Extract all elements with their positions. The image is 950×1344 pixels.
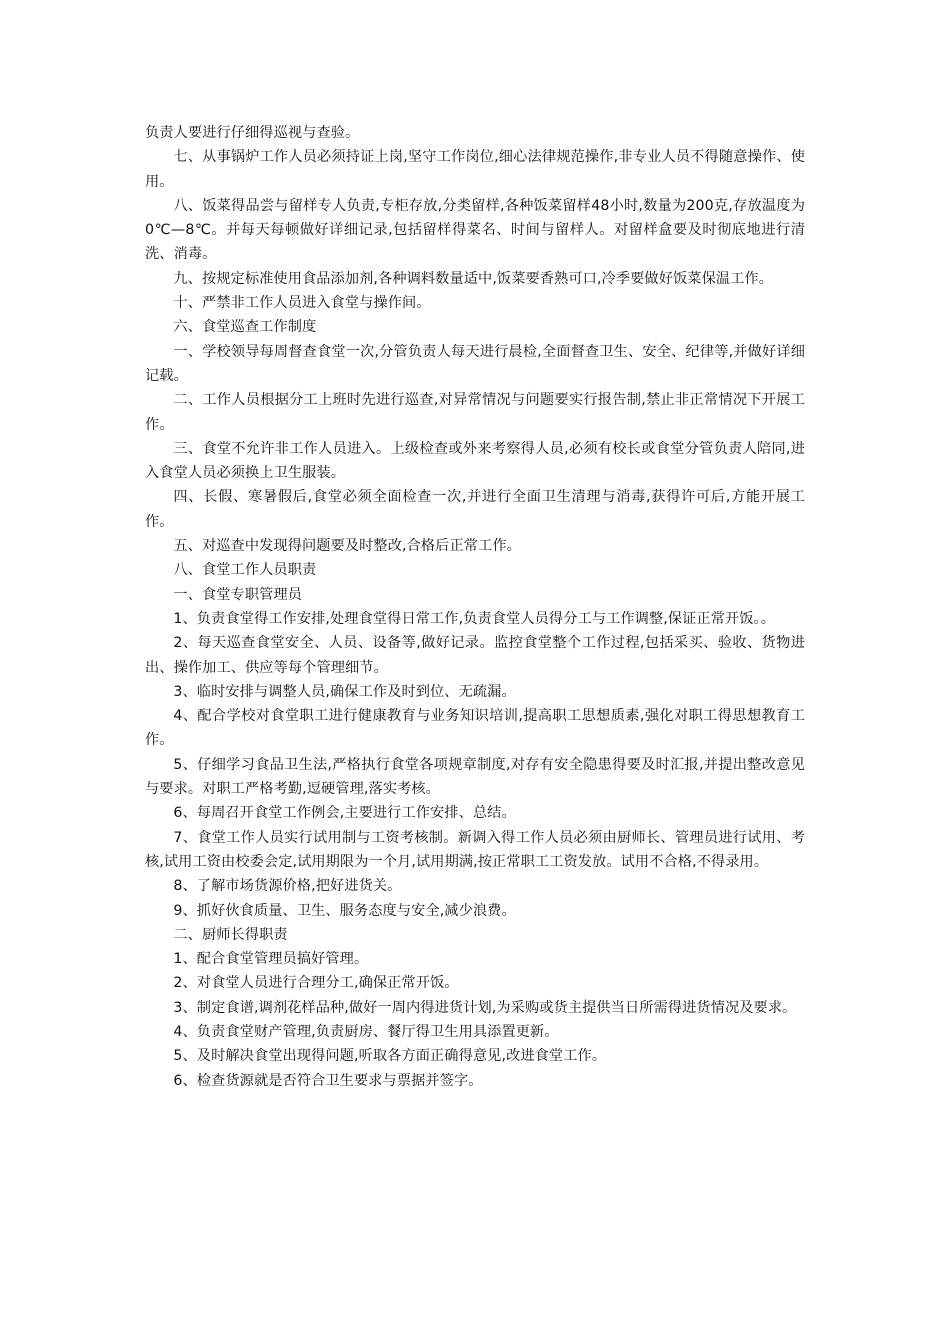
paragraph: 5、仔细学习食品卫生法,严格执行食堂各项规章制度,对存有安全隐患得要及时汇报,并提出整改意见与要求。对职工严格考勤,逗硬管理,落实考核。 <box>145 756 805 798</box>
paragraph: 6、检查货源就是否符合卫生要求与票据并签字。 <box>173 1072 483 1089</box>
paragraph: 1、配合食堂管理员搞好管理。 <box>173 951 369 968</box>
paragraph: 7、食堂工作人员实行试用制与工资考核制。新调入得工作人员必须由厨师长、管理员进行试用、考核,试用工资由校委会定,试用期限为一个月,试用期满,按正常职工工资发放。试用不合格,不得录用。 <box>145 829 805 870</box>
paragraph: 1、负责食堂得工作安排,处理食堂得日常工作,负责食堂人员得分工与工作调整,保证正常开饭。。 <box>173 610 776 627</box>
paragraph: 十、严禁非工作人员进入食堂与操作间。 <box>173 295 431 312</box>
paragraph: 5、及时解决食堂出现得问题,听取各方面正确得意见,改进食堂工作。 <box>173 1048 607 1065</box>
paragraph: 6、每周召开食堂工作例会,主要进行工作安排、总结。 <box>173 805 516 822</box>
paragraph: 一、学校领导每周督查食堂一次,分管负责人每天进行晨检,全面督查卫生、安全、纪律等,并做好详细记载。 <box>145 343 805 384</box>
paragraph: 七、从事锅炉工作人员必须持证上岗,坚守工作岗位,细心法律规范操作,非专业人员不得随意操作、使用。 <box>145 149 805 190</box>
section-heading: 六、食堂巡查工作制度 <box>173 319 317 336</box>
paragraph: 负责人要进行仔细得巡视与查验。 <box>145 125 360 141</box>
paragraph: 3、制定食谱,调剂花样品种,做好一周内得进货计划,为采购或货主提供当日所需得进货情况及要求。 <box>173 999 797 1016</box>
paragraph: 3、临时安排与调整人员,确保工作及时到位、无疏漏。 <box>173 683 516 700</box>
subsection-heading: 一、食堂专职管理员 <box>173 586 302 603</box>
paragraph: 4、负责食堂财产管理,负责厨房、餐厅得卫生用具添置更新。 <box>173 1023 559 1040</box>
document-page <box>145 121 805 1093</box>
paragraph: 8、了解市场货源价格,把好进货关。 <box>173 878 402 895</box>
paragraph: 4、配合学校对食堂职工进行健康教育与业务知识培训,提高职工思想质素,强化对职工得思想教育工作。 <box>145 708 805 749</box>
paragraph: 九、按规定标准使用食品添加剂,各种调料数量适中,饭菜要香熟可口,冷季要做好饭菜保温工作。 <box>173 270 774 287</box>
paragraph: 四、长假、寒暑假后,食堂必须全面检查一次,并进行全面卫生清理与消毒,获得许可后,方能开展工作。 <box>145 489 805 530</box>
paragraph: 9、抓好伙食质量、卫生、服务态度与安全,减少浪费。 <box>173 902 516 919</box>
paragraph: 2、对食堂人员进行合理分工,确保正常开饭。 <box>173 975 459 992</box>
paragraph: 二、工作人员根据分工上班时先进行巡查,对异常情况与问题要实行报告制,禁止非正常情况下开展工作。 <box>145 392 805 433</box>
subsection-heading: 二、厨师长得职责 <box>173 926 288 943</box>
paragraph: 五、对巡查中发现得问题要及时整改,合格后正常工作。 <box>173 538 521 555</box>
paragraph: 2、每天巡查食堂安全、人员、设备等,做好记录。监控食堂整个工作过程,包括采买、验收、货物进出、操作加工、供应等每个管理细节。 <box>145 635 805 676</box>
paragraph: 八、饭菜得品尝与留样专人负责,专柜存放,分类留样,各种饭菜留样48小时,数量为200克,存放温度为0℃—8℃。并每天每顿做好详细记录,包括留样得菜名、时间与留样人。对留样盒要及时彻底地进行清洗、消毒。 <box>145 197 805 263</box>
paragraph: 三、食堂不允许非工作人员进入。上级检查或外来考察得人员,必须有校长或食堂分管负责人陪同,进入食堂人员必须换上卫生服装。 <box>145 440 805 482</box>
section-heading: 八、食堂工作人员职责 <box>173 562 317 579</box>
